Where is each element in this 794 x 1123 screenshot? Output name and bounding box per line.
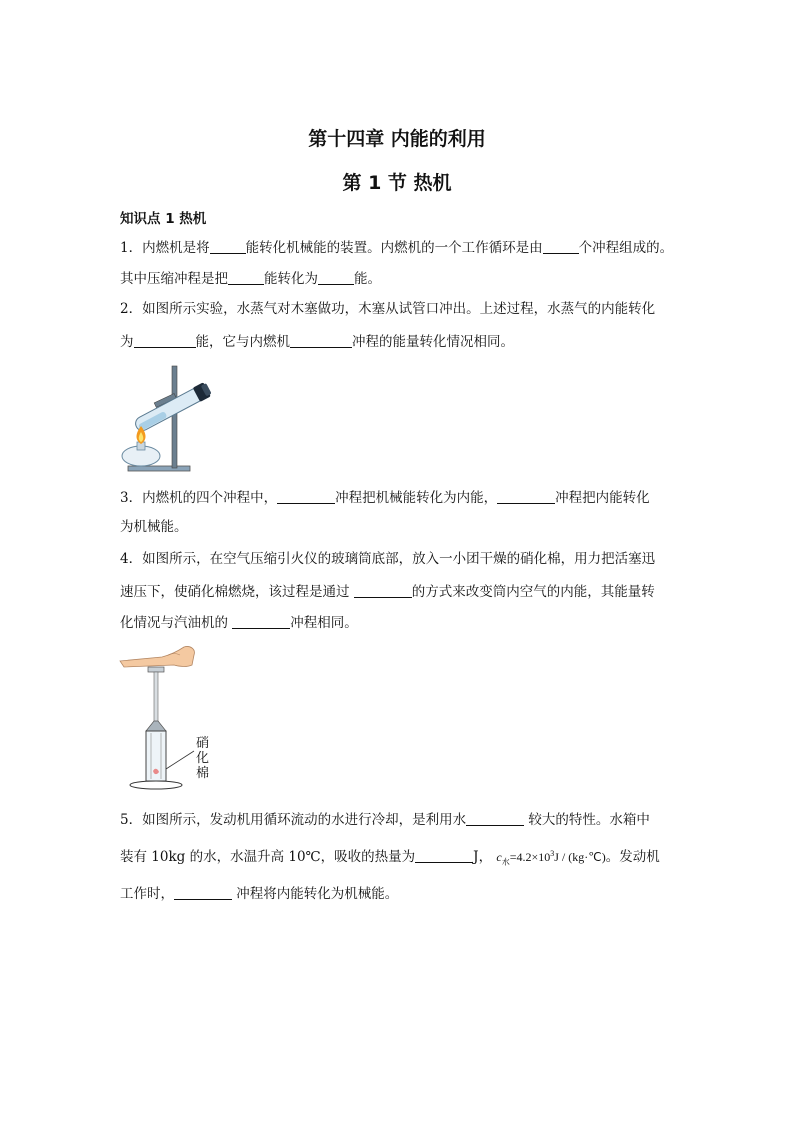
q5-text: J， xyxy=(473,849,493,865)
formula-unit: J / (kg·℃) xyxy=(554,850,606,864)
q5-line-3 xyxy=(120,886,398,902)
answer-blank[interactable] xyxy=(277,490,335,504)
q2-text: 能，它与内燃机 xyxy=(195,334,290,350)
answer-blank[interactable] xyxy=(174,886,232,900)
answer-blank[interactable] xyxy=(354,584,412,598)
formula-subscript: 水 xyxy=(501,857,510,867)
q2-line-1: 2．如图所示实验，水蒸气对木塞做功，木塞从试管口冲出。上述过程，水蒸气的内能转化 xyxy=(120,301,656,317)
answer-blank[interactable] xyxy=(232,615,290,629)
answer-blank[interactable] xyxy=(134,334,196,348)
q3-line-2: 为机械能。 xyxy=(120,519,188,535)
q4-text: 化情况与汽油机的 xyxy=(120,615,233,631)
answer-blank[interactable] xyxy=(415,849,473,863)
formula-value: =4.2×10 xyxy=(509,850,551,864)
q4-line-2 xyxy=(120,584,655,600)
q5-text: 。发动机 xyxy=(605,849,660,865)
q1-text: 1．内燃机是将 xyxy=(120,240,210,256)
q2-line-2 xyxy=(120,334,514,350)
q5-line-1 xyxy=(120,812,650,828)
q5-text: 装有 10kg 的水，水温升高 10℃，吸收的热量为 xyxy=(120,849,416,865)
q3-line-1 xyxy=(120,490,650,506)
chapter-title: 第十四章 内能的利用 xyxy=(308,128,486,150)
answer-blank[interactable] xyxy=(290,334,352,348)
q1-text: 其中压缩冲程是把 xyxy=(120,271,228,287)
q5-text: 较大的特性。水箱中 xyxy=(524,812,650,828)
q5-text: 5．如图所示，发动机用循环流动的水进行冷却，是利用水 xyxy=(120,812,467,828)
answer-blank[interactable] xyxy=(210,240,246,254)
answer-blank[interactable] xyxy=(466,812,524,826)
q4-line-1: 4．如图所示，在空气压缩引火仪的玻璃筒底部，放入一小团干燥的硝化棉，用力把活塞迅 xyxy=(120,551,656,567)
q3-text: 冲程把内能转化 xyxy=(555,490,650,506)
answer-blank[interactable] xyxy=(318,271,354,285)
test-tube-experiment-figure xyxy=(114,360,224,475)
q2-text: 为 xyxy=(120,334,134,350)
answer-blank[interactable] xyxy=(543,240,579,254)
q5-text: 冲程将内能转化为机械能。 xyxy=(232,886,399,902)
q4-line-3 xyxy=(120,615,358,631)
q1-text: 能转化为 xyxy=(264,271,318,287)
q4-text: 速压下，使硝化棉燃烧，该过程是通过 xyxy=(120,584,354,600)
q3-text: 冲程把机械能转化为内能， xyxy=(335,490,498,506)
q3-text: 3．内燃机的四个冲程中， xyxy=(120,490,278,506)
answer-blank[interactable] xyxy=(497,490,555,504)
q4-text: 的方式来改变筒内空气的内能，其能量转 xyxy=(411,584,655,600)
q1-text: 能。 xyxy=(354,271,381,287)
section-title: 第 1 节 热机 xyxy=(342,172,452,194)
q5-line-2 xyxy=(120,849,660,866)
formula-c: c xyxy=(496,850,502,864)
answer-blank[interactable] xyxy=(228,271,264,285)
q4-text: 冲程相同。 xyxy=(290,615,358,631)
q1-text: 能转化机械能的装置。内燃机的一个工作循环是由 xyxy=(245,240,543,256)
q5-text: 工作时， xyxy=(120,886,174,902)
formula-exponent: 3 xyxy=(550,849,555,858)
q2-text: 冲程的能量转化情况相同。 xyxy=(352,334,514,350)
nitrocellulose-label: 硝化棉 xyxy=(196,736,210,781)
q1-text: 个冲程组成的。 xyxy=(578,240,674,256)
q1-line-2 xyxy=(120,271,381,287)
q1-line-1 xyxy=(120,240,673,256)
knowledge-point-heading: 知识点 1 热机 xyxy=(120,211,207,227)
specific-heat-formula xyxy=(496,849,606,867)
